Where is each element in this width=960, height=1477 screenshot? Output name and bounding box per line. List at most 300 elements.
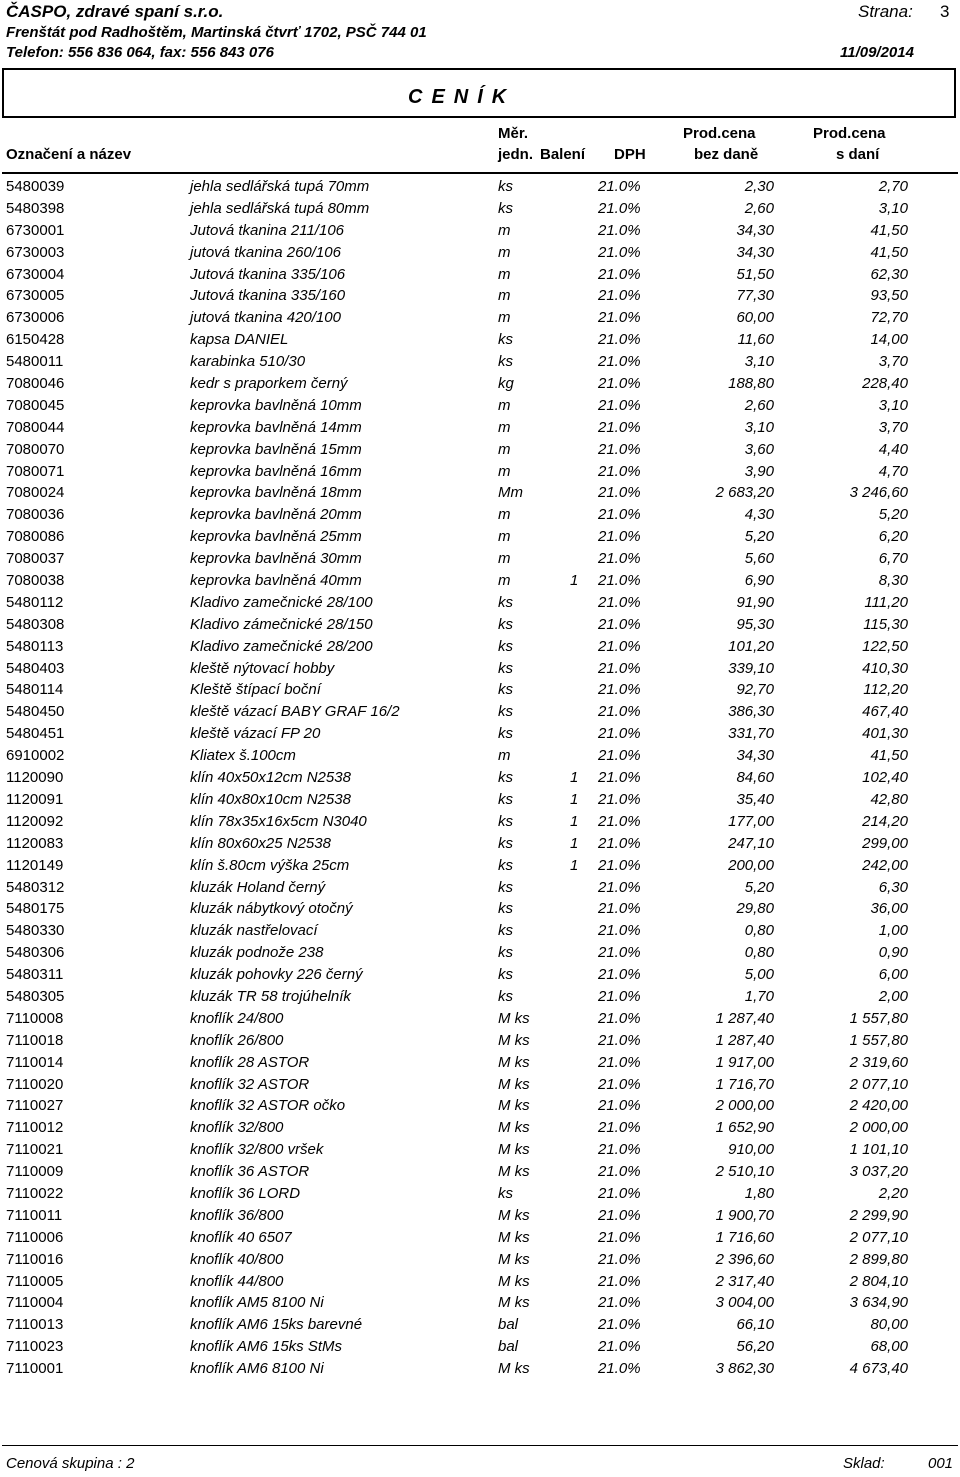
page-number: 3 [940,2,950,21]
row-name: knoflík 32/800 [190,1119,284,1137]
row-vat: 21.0% [598,856,641,874]
row-price: 5,00 [744,966,774,984]
row-vat: 21.0% [598,1294,641,1312]
row-vat: 21.0% [598,375,641,393]
row-price: 1,70 [744,987,774,1005]
row-vat: 21.0% [598,1338,641,1356]
row-vat: 21.0% [598,1097,641,1115]
row-price-vat: 8,30 [878,572,908,590]
row-vat: 21.0% [598,528,641,546]
row-pack: 1 [570,812,579,830]
row-price: 331,70 [728,725,774,743]
row-name: keprovka bavlněná 16mm [190,462,362,480]
row-price: 1 716,70 [715,1075,774,1093]
row-code: 7110013 [6,1316,64,1334]
row-vat: 21.0% [598,199,641,217]
row-price-vat: 3,10 [878,396,908,414]
row-price-vat: 1,00 [878,922,908,940]
row-price-vat: 467,40 [862,703,908,721]
row-price: 1 652,90 [715,1119,774,1137]
row-code: 5480039 [6,178,65,195]
table-row [0,659,960,681]
row-name: knoflík AM6 8100 Ni [190,1360,324,1378]
row-unit: ks [498,987,513,1005]
row-unit: Mm [498,484,523,502]
row-name: kleště nýtovací hobby [190,659,335,677]
row-code: 7080038 [6,572,65,590]
row-unit: m [498,506,511,524]
row-unit: M ks [498,1075,530,1093]
row-unit: M ks [498,1294,530,1312]
table-row [0,221,960,243]
row-name: knoflík AM6 15ks StMs [190,1338,342,1356]
company-phone: Telefon: 556 836 064, fax: 556 843 076 [6,44,274,61]
row-unit: ks [498,637,513,655]
table-row [0,396,960,418]
row-price-vat: 115,30 [863,615,908,633]
row-price-vat: 2 319,60 [849,1053,908,1071]
table-row [0,987,960,1009]
row-name: kluzák TR 58 trojúhelník [190,987,351,1005]
row-code: 7080037 [6,550,65,568]
row-code: 7110005 [6,1272,64,1290]
header-divider [2,172,958,174]
table-row [0,199,960,221]
table-row [0,483,960,505]
table-row [0,965,960,987]
table-row [0,286,960,308]
row-unit: m [498,418,511,436]
row-price-vat: 111,20 [864,593,908,611]
row-price-vat: 2 804,10 [849,1272,908,1290]
row-vat: 21.0% [598,615,641,633]
row-unit: ks [498,834,513,852]
row-price: 1 900,70 [715,1206,774,1224]
row-code: 5480398 [6,199,65,217]
table-row [0,330,960,352]
row-name: knoflík 24/800 [190,1009,284,1027]
row-price: 34,30 [736,221,774,239]
row-price-vat: 2,00 [878,987,908,1005]
row-pack: 1 [570,790,579,808]
row-code: 7080070 [6,440,65,458]
row-price: 1 917,00 [715,1053,774,1071]
row-unit: ks [498,593,513,611]
row-code: 7110018 [6,1031,64,1049]
row-code: 7080036 [6,506,65,524]
table-row [0,1359,960,1381]
table-row [0,724,960,746]
table-row [0,462,960,484]
table-row [0,1337,960,1359]
row-name: knoflík 44/800 [190,1272,284,1290]
row-vat: 21.0% [598,659,641,677]
row-unit: M ks [498,1097,530,1115]
row-name: knoflík AM6 15ks barevné [190,1316,363,1334]
row-unit: m [498,396,511,414]
table-row [0,812,960,834]
row-vat: 21.0% [598,1163,641,1181]
row-name: knoflík 36 LORD [190,1184,301,1202]
table-row [0,1096,960,1118]
row-code: 5480305 [6,987,65,1005]
row-vat: 21.0% [598,593,641,611]
row-price: 91,90 [736,593,774,611]
table-row [0,549,960,571]
row-name: keprovka bavlněná 40mm [190,572,362,590]
row-unit: ks [498,878,513,896]
row-price: 11,60 [737,331,774,349]
row-code: 6730006 [6,309,65,327]
row-unit: m [498,221,511,239]
row-name: klín 40x80x10cm N2538 [190,790,351,808]
row-vat: 21.0% [598,1360,641,1378]
row-price: 339,10 [728,659,774,677]
footer-divider [2,1445,958,1446]
row-vat: 21.0% [598,287,641,305]
row-code: 5480113 [6,637,64,655]
row-unit: bal [498,1338,519,1356]
row-unit: ks [498,703,513,721]
row-name: jutová tkanina 260/106 [190,243,341,261]
row-price: 6,90 [744,572,774,590]
row-unit: ks [498,790,513,808]
row-unit: M ks [498,1031,530,1049]
table-row [0,1293,960,1315]
row-price-vat: 80,00 [870,1316,908,1334]
row-price-vat: 2,20 [878,1184,908,1202]
row-name: Jutová tkanina 211/106 [190,221,345,239]
row-price-vat: 5,20 [878,506,908,524]
row-price: 2 683,20 [715,484,774,502]
row-price-vat: 3,70 [878,418,908,436]
row-name: knoflík 40 6507 [190,1228,292,1246]
row-vat: 21.0% [598,747,641,765]
row-pack: 1 [570,856,579,874]
row-vat: 21.0% [598,1119,641,1137]
row-price-vat: 3 037,20 [849,1163,908,1181]
row-name: jehla sedlářská tupá 70mm [190,178,370,195]
row-vat: 21.0% [598,922,641,940]
row-vat: 21.0% [598,353,641,371]
row-vat: 21.0% [598,243,641,261]
table-row [0,1206,960,1228]
table-row [0,1315,960,1337]
row-vat: 21.0% [598,550,641,568]
row-code: 5480011 [6,353,64,371]
row-unit: ks [498,900,513,918]
row-code: 7110023 [6,1338,64,1356]
row-code: 1120090 [6,769,64,787]
row-unit: ks [498,856,513,874]
row-price: 3 862,30 [715,1360,774,1378]
table-row [0,505,960,527]
row-code: 1120149 [6,856,64,874]
row-name: knoflík AM5 8100 Ni [190,1294,324,1312]
row-unit: M ks [498,1206,530,1224]
price-list-table [0,177,960,1381]
table-row [0,374,960,396]
row-price-vat: 1 557,80 [849,1009,908,1027]
row-price: 84,60 [736,769,774,787]
table-row [0,856,960,878]
row-price: 200,00 [728,856,774,874]
row-unit: m [498,572,511,590]
row-unit: m [498,550,511,568]
row-code: 7110012 [6,1119,64,1137]
row-code: 5480112 [6,593,64,611]
row-price-vat: 2 899,80 [849,1250,908,1268]
row-unit: M ks [498,1053,530,1071]
row-price-vat: 41,50 [870,221,908,239]
row-unit: m [498,462,511,480]
row-price-vat: 41,50 [870,747,908,765]
row-name: kluzák nastřelovací [190,922,318,940]
row-price: 5,60 [744,550,774,568]
table-row [0,1009,960,1031]
table-row [0,243,960,265]
row-price-vat: 42,80 [870,790,908,808]
row-name: knoflík 32 ASTOR očko [190,1097,346,1115]
row-unit: M ks [498,1360,530,1378]
row-unit: M ks [498,1250,530,1268]
row-vat: 21.0% [598,309,641,327]
table-row [0,943,960,965]
row-vat: 21.0% [598,265,641,283]
row-name: knoflík 36 ASTOR [190,1163,310,1181]
row-code: 5480312 [6,878,65,896]
row-price: 3,10 [744,353,774,371]
row-unit: m [498,528,511,546]
row-price-vat: 2 077,10 [849,1228,908,1246]
row-name: keprovka bavlněná 18mm [190,484,362,502]
row-code: 7110011 [6,1206,63,1224]
table-row [0,615,960,637]
row-vat: 21.0% [598,790,641,808]
row-price-vat: 4,40 [878,440,908,458]
row-code: 5480451 [6,725,65,743]
table-row [0,571,960,593]
row-code: 5480308 [6,615,65,633]
row-name: Kladivo zámečnické 28/150 [190,615,373,633]
page-label: Strana: [858,2,913,21]
row-price: 3 004,00 [715,1294,774,1312]
row-code: 5480306 [6,944,65,962]
row-price: 1,80 [744,1184,774,1202]
row-price-vat: 3,70 [878,353,908,371]
row-name: keprovka bavlněná 20mm [190,506,362,524]
row-vat: 21.0% [598,725,641,743]
row-code: 7080046 [6,375,65,393]
row-price: 2 317,40 [715,1272,774,1290]
row-name: kapsa DANIEL [190,331,289,349]
row-price-vat: 3,10 [878,199,908,217]
row-unit: m [498,243,511,261]
company-name: ČASPO, zdravé spaní s.r.o. [6,2,224,21]
row-name: karabinka 510/30 [190,353,306,371]
row-name: knoflík 40/800 [190,1250,284,1268]
row-unit: ks [498,966,513,984]
row-vat: 21.0% [598,440,641,458]
table-row [0,418,960,440]
column-header-price-vat-line1: Prod.cena [813,125,886,142]
row-price-vat: 2 077,10 [849,1075,908,1093]
row-name: keprovka bavlněná 25mm [190,528,362,546]
column-header-price-vat-line2: s daní [836,146,880,163]
table-row [0,1184,960,1206]
row-name: knoflík 36/800 [190,1206,284,1224]
row-vat: 21.0% [598,812,641,830]
row-name: keprovka bavlněná 30mm [190,550,362,568]
row-price-vat: 242,00 [862,856,908,874]
row-name: keprovka bavlněná 14mm [190,418,362,436]
row-code: 7110027 [6,1097,64,1115]
row-code: 7080086 [6,528,65,546]
row-price: 66,10 [736,1316,774,1334]
row-unit: m [498,440,511,458]
row-price-vat: 410,30 [862,659,908,677]
row-price-vat: 112,20 [863,681,908,699]
row-price-vat: 1 557,80 [849,1031,908,1049]
table-row [0,593,960,615]
row-price-vat: 4,70 [878,462,908,480]
row-code: 7110001 [6,1360,64,1378]
row-name: klín 80x60x25 N2538 [190,834,331,852]
price-group: Cenová skupina : 2 [6,1455,135,1472]
row-unit: ks [498,681,513,699]
row-vat: 21.0% [598,1075,641,1093]
row-code: 5480114 [6,681,64,699]
row-price-vat: 36,00 [870,900,908,918]
row-unit: M ks [498,1119,530,1137]
table-row [0,1272,960,1294]
row-code: 7110008 [6,1009,64,1027]
row-name: Jutová tkanina 335/106 [190,265,346,283]
row-price-vat: 2 420,00 [849,1097,908,1115]
row-price-vat: 122,50 [862,637,908,655]
row-pack: 1 [570,834,579,852]
row-name: knoflík 32/800 vršek [190,1141,324,1159]
row-vat: 21.0% [598,1009,641,1027]
row-vat: 21.0% [598,703,641,721]
row-price-vat: 2 000,00 [849,1119,908,1137]
row-unit: ks [498,615,513,633]
table-row [0,702,960,724]
column-header-price-line2: bez daně [694,146,759,163]
row-price: 1 287,40 [715,1009,774,1027]
row-vat: 21.0% [598,900,641,918]
row-unit: ks [498,944,513,962]
table-row [0,637,960,659]
row-price: 2 510,10 [715,1163,774,1181]
table-row [0,834,960,856]
row-unit: ks [498,659,513,677]
row-price: 56,20 [736,1338,774,1356]
table-row [0,308,960,330]
row-price-vat: 14,00 [870,331,908,349]
row-code: 5480450 [6,703,65,721]
row-unit: ks [498,331,513,349]
row-price-vat: 2 299,90 [849,1206,908,1224]
row-price: 34,30 [736,243,774,261]
row-price: 51,50 [736,265,774,283]
row-price: 34,30 [736,747,774,765]
row-unit: M ks [498,1009,530,1027]
column-header-pack: Balení [540,146,586,163]
row-price: 0,80 [744,944,774,962]
table-row [0,878,960,900]
row-unit: m [498,309,511,327]
row-unit: m [498,287,511,305]
row-unit: M ks [498,1228,530,1246]
row-code: 7110004 [6,1294,64,1312]
table-row [0,1250,960,1272]
row-name: kluzák Holand černý [190,878,326,896]
table-row [0,265,960,287]
row-price-vat: 93,50 [870,287,908,305]
row-price-vat: 0,90 [878,944,908,962]
row-price: 1 716,60 [715,1228,774,1246]
row-price: 77,30 [736,287,774,305]
row-price-vat: 3 246,60 [849,484,908,502]
row-price: 188,80 [728,375,774,393]
row-name: jutová tkanina 420/100 [190,309,341,327]
table-row [0,746,960,768]
row-code: 5480175 [6,900,65,918]
row-price: 2 396,60 [715,1250,774,1268]
row-name: klín 78x35x16x5cm N3040 [190,812,367,830]
table-row [0,177,960,199]
row-unit: M ks [498,1141,530,1159]
row-code: 6150428 [6,331,65,349]
table-row [0,768,960,790]
row-unit: ks [498,725,513,743]
warehouse-label: Sklad: [843,1455,885,1472]
table-row [0,527,960,549]
row-code: 7110020 [6,1075,64,1093]
row-name: kluzák pohovky 226 černý [190,966,363,984]
row-price: 177,00 [728,812,774,830]
row-unit: ks [498,1184,513,1202]
row-code: 7080024 [6,484,65,502]
row-name: klín š.80cm výška 25cm [190,856,350,874]
row-price-vat: 214,20 [862,812,908,830]
row-price-vat: 68,00 [870,1338,908,1356]
row-unit: bal [498,1316,519,1334]
row-pack: 1 [570,769,579,787]
row-vat: 21.0% [598,178,641,195]
row-unit: ks [498,922,513,940]
row-code: 7110014 [6,1053,64,1071]
row-vat: 21.0% [598,1206,641,1224]
row-vat: 21.0% [598,462,641,480]
row-vat: 21.0% [598,987,641,1005]
row-name: kluzák podnože 238 [190,944,324,962]
table-row [0,1140,960,1162]
row-code: 5480311 [6,966,64,984]
row-vat: 21.0% [598,572,641,590]
row-price-vat: 299,00 [862,834,908,852]
row-code: 1120092 [6,812,64,830]
row-name: Kladivo zamečnické 28/100 [190,593,373,611]
row-code: 5480403 [6,659,65,677]
row-code: 1120091 [6,790,64,808]
row-name: jehla sedlářská tupá 80mm [190,199,370,217]
row-vat: 21.0% [598,769,641,787]
row-price-vat: 1 101,10 [849,1141,908,1159]
row-unit: ks [498,769,513,787]
row-code: 7080071 [6,462,65,480]
